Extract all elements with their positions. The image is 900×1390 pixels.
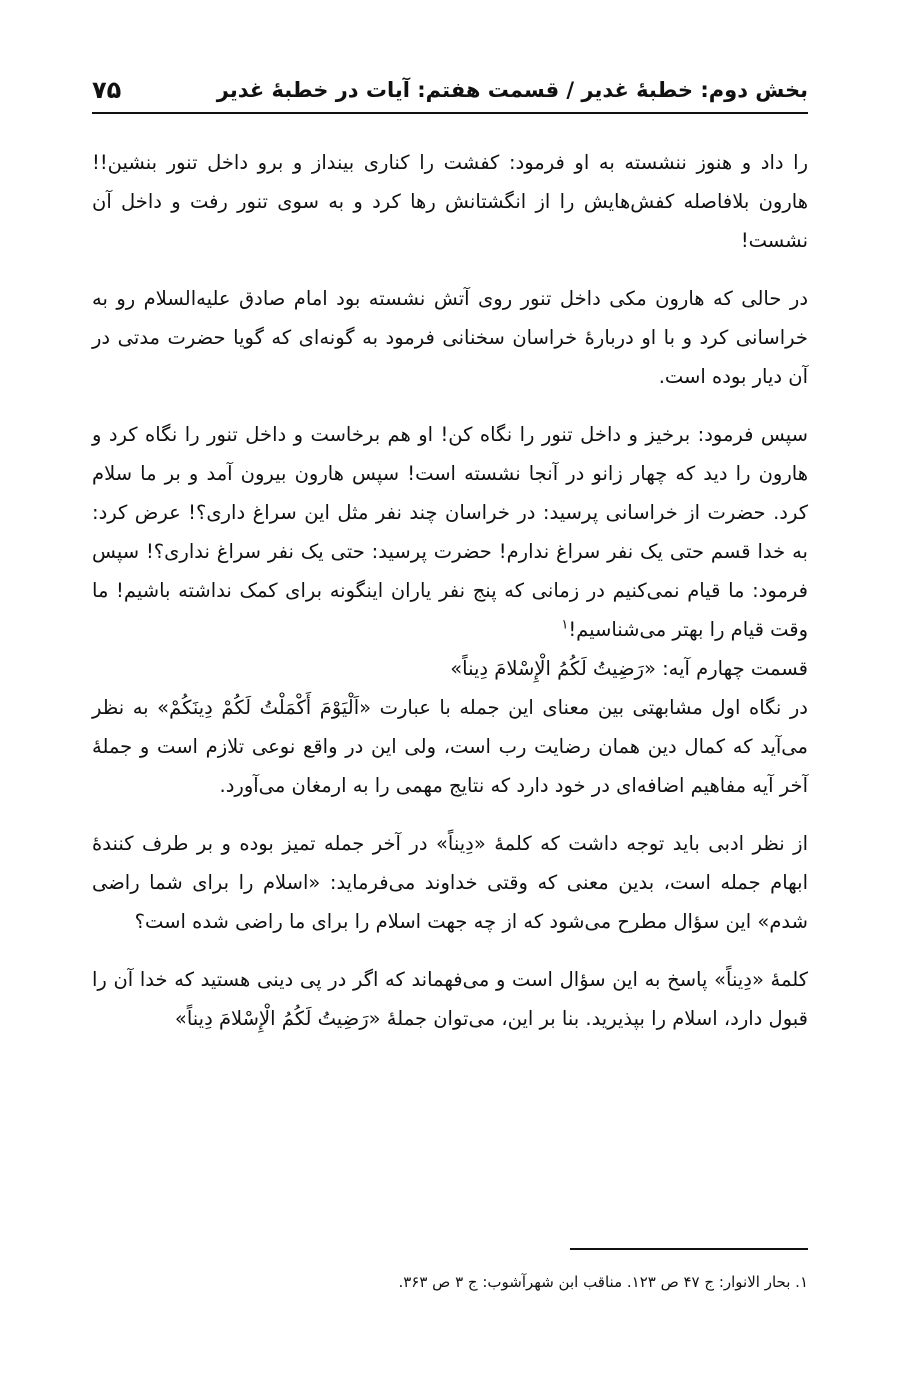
paragraph-4: در نگاه اول مشابهتی بین معنای این جمله با عبارت «اَلْیَوْمَ أَکْمَلْتُ لَکُمْ دِینَکُمْ» به نظر می‌آید که کمال دین همان رضایت رب است، ولی این در واقع نوعی تلازم است و جملهٔ آخر آیه مفاهیم اضافه‌ای در خود دارد که نتایج مهمی را به ارمغان می‌آورد. (92, 696, 808, 797)
body-text (92, 143, 808, 1057)
section-heading: قسمت چهارم آیه: «رَضِیتُ لَکُمُ الْإِسْلامَ دِیناً» (450, 657, 808, 680)
paragraph-5: از نظر ادبی باید توجه داشت که کلمهٔ «دِیناً» در آخر جمله تمیز بوده و بر طرف کنندهٔ ابهام جمله است، بدین معنی که وقتی خداوند می‌فرماید: «اسلام را برای شما راضی شدم» این سؤال مطرح می‌شود که از چه جهت اسلام را برای ما راضی شده است؟ (92, 832, 808, 933)
paragraph-1: را داد و هنوز ننشسته به او فرمود: کفشت را کناری بینداز و برو داخل تنور بنشین!! هارون بلافاصله کفش‌هایش را از انگشتانش رها کرد و به سوی تنور رفت و داخل آن نشست! (92, 151, 808, 252)
footnote-reference: ۱ (561, 617, 569, 633)
paragraph-3 (92, 415, 808, 649)
header-title: بخش دوم: خطبهٔ غدیر / قسمت هفتم: آیات در خطبهٔ غدیر (216, 78, 808, 102)
footnote: ۱. بحار الانوار: ج ۴۷ ص ۱۲۳. مناقب ابن شهرآشوب: ج ۳ ص ۳۶۳. (398, 1273, 808, 1291)
page-number: ۷۵ (92, 76, 122, 104)
footnote-divider (570, 1248, 808, 1250)
running-header (92, 68, 808, 114)
paragraph-2: در حالی که هارون مکی داخل تنور روی آتش نشسته بود امام صادق علیه‌السلام رو به خراسانی کرد و با او دربارهٔ خراسان سخنانی فرمود به گونه‌ای که گویا حضرت مدتی در آن دیار بوده است. (92, 287, 808, 388)
paragraph-3-text: سپس فرمود: برخیز و داخل تنور را نگاه کن! او هم برخاست و داخل تنور را نگاه کرد و هارون را دید که چهار زانو در آنجا نشسته است! سپس هارون بیرون آمد و بر ما سلام کرد. حضرت از خراسانی پرسید: در خراسان چند نفر مثل این سراغ داری؟! عرض کرد: به خدا قسم حتی یک نفر سراغ ندارم! حضرت پرسید: حتی یک نفر سراغ نداری؟! سپس فرمود: ما قیام نمی‌کنیم در زمانی که پنج نفر یاران اینگونه برای کمک نداشته باشیم! ما وقت قیام را بهتر می‌شناسیم! (92, 423, 808, 641)
paragraph-6: کلمهٔ «دِیناً» پاسخ به این سؤال است و می‌فهماند که اگر در پی دینی هستید که خدا آن را قبول دارد، اسلام را بپذیرید. بنا بر این، می‌توان جملهٔ «رَضِیتُ لَکُمُ الْإِسْلامَ دِیناً» (92, 968, 808, 1030)
